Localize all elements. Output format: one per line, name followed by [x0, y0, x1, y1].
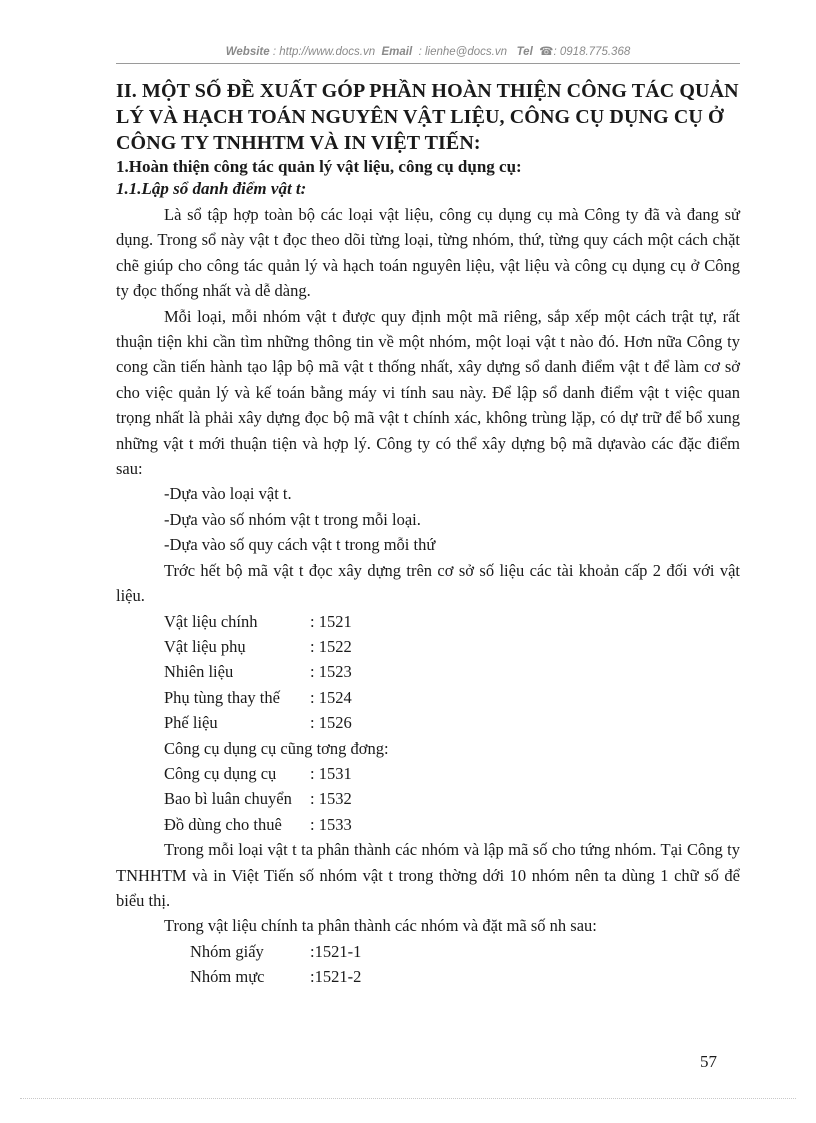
material-code-row — [116, 659, 740, 684]
tool-code-row — [116, 761, 740, 786]
website-label: Website — [225, 46, 270, 58]
code-value: : 1522 — [310, 636, 352, 656]
material-code-row — [116, 685, 740, 710]
code-value: : 1524 — [310, 687, 352, 707]
code-label: Nhóm mực — [190, 967, 265, 987]
code-label: Công cụ dụng cụ — [164, 763, 277, 783]
group-code-row — [116, 964, 740, 989]
code-value: : 1521 — [310, 611, 352, 631]
footer-divider — [20, 1098, 796, 1099]
email-value: : lienhe@docs.vn — [418, 46, 507, 58]
code-value: : 1532 — [310, 789, 352, 809]
page-number: 57 — [700, 1052, 717, 1071]
code-value: : 1531 — [310, 763, 352, 783]
code-label: Đồ dùng cho thuê — [164, 814, 282, 834]
bullet-item: -Dựa vào số quy cách vật t trong mỗi thứ — [164, 535, 436, 555]
group-code-row — [116, 939, 740, 964]
tool-code-row — [116, 786, 740, 811]
tel-label: Tel — [516, 46, 533, 58]
paragraph-4: Trong mỗi loại vật t ta phân thành các nhóm và lập mã số cho tứng nhóm. Tại Công ty TNHHTM và in Việt Tiến số nhóm vật t trong thờng dới 10 nhóm nên ta dùng 1 chữ số để biểu thị. — [116, 840, 740, 910]
code-value: : 1526 — [310, 713, 352, 733]
section-heading: 1.Hoàn thiện công tác quản lý vật liệu, công cụ dụng cụ: — [116, 157, 522, 176]
code-value: :1521-1 — [310, 941, 362, 961]
code-label: Phụ tùng thay thế — [164, 687, 280, 707]
code-label: Vật liệu chính — [164, 611, 258, 631]
bullet-item: -Dựa vào loại vật t. — [164, 484, 292, 504]
groups-intro: Trong vật liệu chính ta phân thành các nhóm và đặt mã số nh sau: — [164, 916, 597, 936]
page-title: II. MỘT SỐ ĐỀ XUẤT GÓP PHẦN HOÀN THIỆN CÔNG TÁC QUẢN LÝ VÀ HẠCH TOÁN NGUYÊN VẬT LIỆU, CÔNG CỤ DỤNG CỤ Ở CÔNG TY TNHHTM VÀ IN VIỆT TIẾN: — [116, 80, 739, 154]
code-value: : 1533 — [310, 814, 352, 834]
subsection-heading: 1.1.Lập sổ danh điểm vật t: — [116, 179, 307, 198]
code-label: Phế liệu — [164, 713, 218, 733]
tel-value: ☎: 0918.775.368 — [539, 46, 631, 58]
tools-intro: Công cụ dụng cụ cũng tơng đơng: — [164, 738, 389, 758]
code-label: Nhóm giấy — [190, 941, 264, 961]
code-label: Nhiên liệu — [164, 662, 234, 682]
website-value: : http://www.docs.vn — [272, 46, 376, 58]
material-code-row — [116, 710, 740, 735]
code-label: Bao bì luân chuyển — [164, 789, 292, 809]
code-value: : 1523 — [310, 662, 352, 682]
tool-code-row — [116, 812, 740, 837]
email-label: Email — [381, 46, 413, 58]
header-divider — [116, 63, 740, 64]
code-value: :1521-2 — [310, 967, 362, 987]
bullet-item: -Dựa vào số nhóm vật t trong mỗi loại. — [164, 509, 421, 529]
material-code-row — [116, 609, 740, 634]
paragraph-3: Trớc hết bộ mã vật t đọc xây dựng trên cơ sở số liệu các tài khoản cấp 2 đối với vật liệu. — [116, 560, 740, 606]
page-content — [116, 78, 740, 990]
paragraph-1: Là sổ tập hợp toàn bộ các loại vật liệu, công cụ dụng cụ mà Công ty đã và đang sử dụng. Trong sổ này vật t đọc theo dõi từng loại, từng nhóm, thứ, từng quy cách một cách chặt chẽ giúp cho công tác quản lý và hạch toán nguyên liệu, vật liệu và công cụ dụng cụ ở Công ty đọc thống nhất và dễ dàng. — [116, 205, 740, 301]
page-header — [116, 44, 740, 58]
code-label: Vật liệu phụ — [164, 636, 246, 656]
paragraph-2: Mỗi loại, mỗi nhóm vật t được quy định một mã riêng, sắp xếp một cách trật tự, rất thuận tiện khi cần tìm những thông tin về một nhóm, một loại vật t nào đó. Hơn nữa Công ty cong cần tiến hành tạo lập bộ mã vật t thống nhất, xây dựng sổ danh điểm vật t để làm cơ sở cho việc quản lý và kế toán bằng máy vi tính sau này. Để lập sổ danh điểm vật t việc quan trọng nhất là phải xây dựng đọc bộ mã vật t chính xác, không trùng lặp, có dự trữ để bổ xung những vật t mới thuận tiện và hợp lý. Công ty có thể xây dựng bộ mã dựavào các đặc điểm sau: — [116, 306, 740, 479]
material-code-row — [116, 634, 740, 659]
